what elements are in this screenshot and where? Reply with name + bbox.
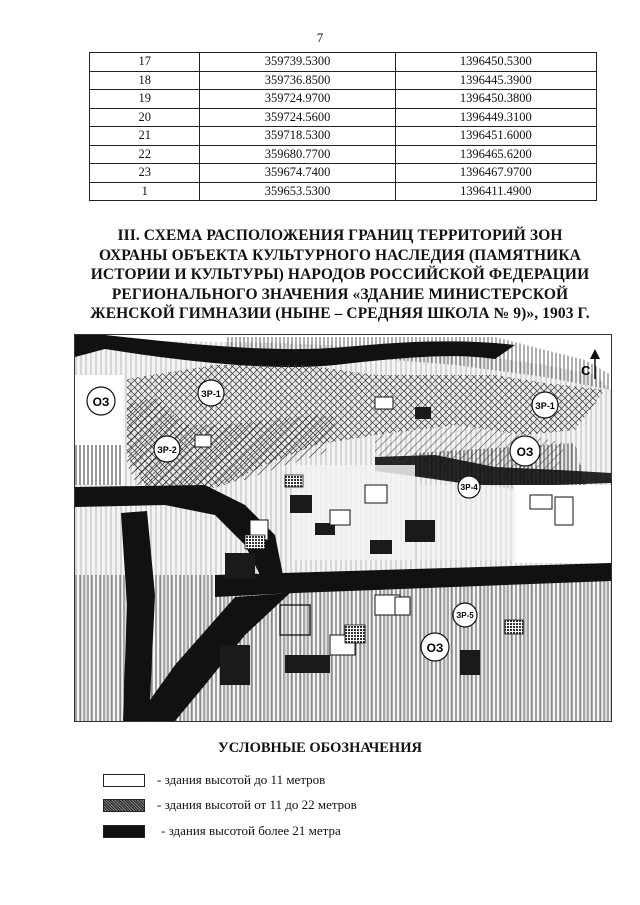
left-edge-hatch bbox=[75, 445, 123, 485]
table-row bbox=[90, 108, 597, 127]
legend-label: - здания высотой от 11 до 22 метров bbox=[157, 797, 357, 812]
svg-text:ОЗ: ОЗ bbox=[516, 445, 534, 459]
zone-label-zr-2 bbox=[154, 436, 180, 462]
table-row bbox=[90, 145, 597, 164]
zone-label-zr-1-east bbox=[532, 392, 558, 418]
x-coordinate-cell: 359724.9700 bbox=[200, 90, 395, 109]
legend-swatch-white bbox=[103, 774, 145, 787]
section-title bbox=[60, 226, 620, 324]
building-dark bbox=[285, 655, 330, 673]
building-dark bbox=[415, 407, 431, 419]
table-row bbox=[90, 53, 597, 72]
svg-text:ЗР-2: ЗР-2 bbox=[157, 445, 177, 455]
y-coordinate-cell: 1396450.5300 bbox=[395, 53, 596, 72]
x-coordinate-cell: 359680.7700 bbox=[200, 145, 395, 164]
legend-title: УСЛОВНЫЕ ОБОЗНАЧЕНИЯ bbox=[218, 740, 422, 756]
x-coordinate-cell: 359674.7400 bbox=[200, 164, 395, 183]
point-number-cell: 18 bbox=[90, 71, 200, 90]
point-number-cell: 17 bbox=[90, 53, 200, 72]
zone-scheme-map bbox=[74, 334, 612, 722]
y-coordinate-cell: 1396449.3100 bbox=[395, 108, 596, 127]
svg-text:ЗР-1: ЗР-1 bbox=[201, 389, 221, 399]
point-number-cell: 21 bbox=[90, 127, 200, 146]
building-outline bbox=[395, 597, 410, 615]
svg-text:ЗР-4: ЗР-4 bbox=[460, 483, 478, 492]
building-outline bbox=[530, 495, 552, 509]
y-coordinate-cell: 1396411.4900 bbox=[395, 182, 596, 201]
building-dark bbox=[370, 540, 392, 554]
building-dotted bbox=[285, 475, 303, 487]
building-outline bbox=[330, 510, 350, 525]
building-outline bbox=[555, 497, 573, 525]
x-coordinate-cell: 359736.8500 bbox=[200, 71, 395, 90]
point-number-cell: 1 bbox=[90, 182, 200, 201]
y-coordinate-cell: 1396467.9700 bbox=[395, 164, 596, 183]
x-coordinate-cell: 359724.5600 bbox=[200, 108, 395, 127]
y-coordinate-cell: 1396450.3800 bbox=[395, 90, 596, 109]
section-title-line: ИСТОРИИ И КУЛЬТУРЫ) НАРОДОВ РОССИЙСКОЙ ФЕДЕРАЦИИ bbox=[90, 266, 590, 283]
zone-label-oz-west bbox=[87, 387, 115, 415]
svg-text:ЗР-5: ЗР-5 bbox=[456, 611, 474, 620]
building-dotted bbox=[345, 625, 365, 643]
north-label: С bbox=[581, 363, 591, 378]
building-outline bbox=[375, 397, 393, 409]
table-row bbox=[90, 90, 597, 109]
x-coordinate-cell: 359718.5300 bbox=[200, 127, 395, 146]
y-coordinate-cell: 1396445.3900 bbox=[395, 71, 596, 90]
zone-label-zr-4 bbox=[458, 476, 480, 498]
point-number-cell: 23 bbox=[90, 164, 200, 183]
y-coordinate-cell: 1396451.6000 bbox=[395, 127, 596, 146]
table-row bbox=[90, 164, 597, 183]
svg-text:ОЗ: ОЗ bbox=[426, 641, 444, 655]
svg-text:ОЗ: ОЗ bbox=[92, 395, 110, 409]
table-row bbox=[90, 127, 597, 146]
zone-label-zr-5 bbox=[453, 603, 477, 627]
section-title-line: ЖЕНСКОЙ ГИМНАЗИИ (НЫНЕ – СРЕДНЯЯ ШКОЛА № 9)», 1903 Г. bbox=[90, 305, 590, 322]
legend-swatch-dotted bbox=[103, 799, 145, 812]
map-canvas bbox=[75, 335, 611, 721]
legend-label: - здания высотой до 11 метров bbox=[157, 772, 326, 787]
point-number-cell: 22 bbox=[90, 145, 200, 164]
page-number: 7 bbox=[316, 30, 324, 45]
coordinates-table bbox=[89, 52, 597, 201]
building-dark bbox=[225, 553, 255, 579]
table-row bbox=[90, 71, 597, 90]
zone-label-zr-1-west bbox=[198, 380, 224, 406]
building-dotted bbox=[245, 535, 265, 549]
point-number-cell: 19 bbox=[90, 90, 200, 109]
building-dark bbox=[220, 645, 250, 685]
table-row bbox=[90, 182, 597, 201]
building-outline bbox=[365, 485, 387, 503]
block-central bbox=[295, 465, 415, 560]
y-coordinate-cell: 1396465.6200 bbox=[395, 145, 596, 164]
legend-label: - здания высотой более 21 метра bbox=[161, 823, 341, 838]
x-coordinate-cell: 359739.5300 bbox=[200, 53, 395, 72]
zone-label-oz-east bbox=[510, 436, 540, 466]
svg-text:ЗР-1: ЗР-1 bbox=[535, 401, 555, 411]
building-dotted bbox=[505, 620, 523, 634]
section-title-line: III. СХЕМА РАСПОЛОЖЕНИЯ ГРАНИЦ ТЕРРИТОРИЙ ЗОН bbox=[117, 227, 563, 244]
building-dark bbox=[290, 495, 312, 513]
zone-label-oz-south bbox=[421, 633, 449, 661]
point-number-cell: 20 bbox=[90, 108, 200, 127]
section-title-line: РЕГИОНАЛЬНОГО ЗНАЧЕНИЯ «ЗДАНИЕ МИНИСТЕРСКОЙ bbox=[111, 285, 569, 303]
building-outline bbox=[195, 435, 211, 447]
building-dark bbox=[405, 520, 435, 542]
x-coordinate-cell: 359653.5300 bbox=[200, 182, 395, 201]
section-title-line: ОХРАНЫ ОБЪЕКТА КУЛЬТУРНОГО НАСЛЕДИЯ (ПАМЯТНИКА bbox=[99, 246, 581, 264]
legend-swatch-black bbox=[103, 825, 145, 838]
building-dark bbox=[460, 650, 480, 675]
